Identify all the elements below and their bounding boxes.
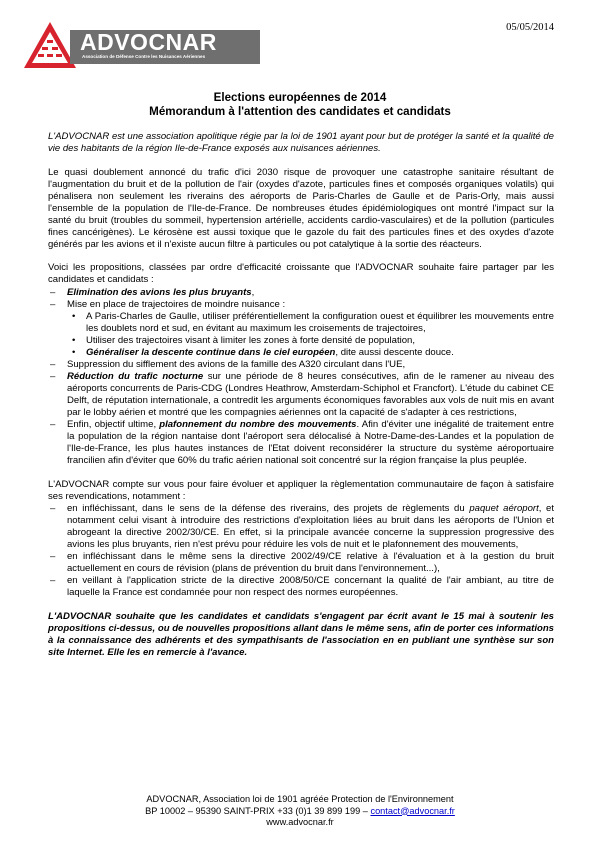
footer (0, 794, 600, 829)
advocnar-logo (22, 20, 262, 72)
sub-list-item: • Utiliser des trajectoires visant à limiter les zones à forte densité de population, (48, 335, 554, 347)
sub-list-item: • Généraliser la descente continue dans le ciel européen, dite aussi descente douce. (48, 347, 554, 359)
logo-name: ADVOCNAR (80, 29, 217, 55)
eu-list (48, 503, 554, 599)
footer-line-2: BP 10002 – 95390 SAINT-PRIX +33 (0)1 39 899 199 – contact@advocnar.fr (145, 805, 455, 816)
intro-paragraph: L'ADVOCNAR est une association apolitique régie par la loi de 1901 ayant pour but de protéger la santé et la qualité de vie des habitants de la région Ile-de-France exposés aux nuisances aériennes. (48, 131, 554, 155)
list-item: – Réduction du trafic nocturne sur une période de 8 heures consécutives, afin de le ramener au niveau des aéroports concurrents de Paris-CDG (Londres Heathrow, Amsterdam-Schiphol et Francfort). L'étude du cabinet CE Delft, de réputation internationale, a contredit les arguments économiques favorables aux vols de nuit mis en avant par le lobby aérien et montré que les compagnies aériennes ont la capacité de s'adapter à ces restrictions, (48, 371, 554, 419)
list-item: – en veillant à l'application stricte de la directive 2008/50/CE concernant la qualité de l'air ambiant, au titre de laquelle la France est condamnée pour non respect des normes européennes. (48, 575, 554, 599)
eu-intro: L'ADVOCNAR compte sur vous pour faire évoluer et appliquer la règlementation communautaire de façon à satisfaire ses revendications, notamment : (48, 478, 554, 502)
logo-subtitle: Association de Défense Contre les Nuisances Aériennes (82, 54, 206, 59)
context-paragraph: Le quasi doublement annoncé du trafic d'ici 2030 risque de provoquer une catastrophe sanitaire résultant de l'augmentation du bruit et de la pollution de l'air (oxydes d'azote, particules fines et composés organiques volatils) qui pénalisera non seulement les riverains des aéroports de Paris-Charles de Gaulle et de Paris-Orly, mais aussi l'ensemble de la population de l'Ile-de-France. De nombreuses études épidémiologiques ont montré l'impact sur la santé du bruit (troubles du sommeil, hypertension artérielle, accidents cardio-vasculaires) et de la pollution (particules fines cancérigènes). Le kérosène est aussi toxique que le gazole du fait des particules fines et des oxydes d'azote générés par les avions et il n'existe aucun filtre à particules ou pot catalytique à la sortie des réacteurs. (48, 166, 554, 250)
website-text: www.advocnar.fr (266, 817, 334, 827)
closing-paragraph: L'ADVOCNAR souhaite que les candidates et candidats s'engagent par écrit avant le 15 mai à soutenir les propositions ci-dessus, ou de nouvelles propositions allant dans le même sens, afin de porter ces informations à la connaissance des adhérents et des sympathisants de l'association en en publiant une synthèse sur son site Internet. Elle les en remercie à l'avance. (48, 610, 554, 658)
list-item: – Enfin, objectif ultime, plafonnement du nombre des mouvements. Afin d'éviter une inégalité de traitement entre la population de la région nantaise dont l'aéroport sera délocalisé à Notre-Dame-des-Landes et la population de l'Ile-de-France, les plus hautes instances de l'Etat doivent reconsidérer la structure du système aéroportuaire francilien afin d'éviter que 60% du trafic aérien national soit concentré sur la région française la plus peuplée. (48, 419, 554, 467)
sub-list (48, 311, 554, 359)
email-link[interactable]: contact@advocnar.fr (370, 805, 455, 816)
list-item: – Elimination des avions les plus bruyants, (48, 287, 554, 299)
document-body (48, 131, 554, 670)
list-item: – Suppression du sifflement des avions de la famille des A320 circulant dans l'UE, (48, 359, 554, 371)
title-line-2: Mémorandum à l'attention des candidates et candidats (149, 105, 451, 118)
document-date: 05/05/2014 (506, 22, 554, 33)
list-item: – en infléchissant dans le même sens la directive 2002/49/CE relative à l'évaluation et à la gestion du bruit actuellement en cours de révision (plans de prévention du bruit dans l'environnement...), (48, 551, 554, 575)
footer-line-1: ADVOCNAR, Association loi de 1901 agréée Protection de l'Environnement (146, 794, 454, 804)
proposals-list (48, 287, 554, 468)
sub-list-item: • A Paris-Charles de Gaulle, utiliser préférentiellement la configuration ouest et équilibrer les mouvements entre les doublets nord et sud, en évitant au maximum les croisements de trajectoires, (48, 311, 554, 335)
list-item: – Mise en place de trajectoires de moindre nuisance : • A Paris-Charles de Gaulle, utiliser préférentiellement la configuration ouest et équilibrer les mouvements entre les doublets nord et sud, en évitant au maximum les croisements de trajectoires, • Utiliser des trajectoires visant à limiter les zones à forte densité de population, • Généraliser la descente continue dans le ciel européen, dite aussi descente douce. (48, 299, 554, 359)
list-item: – en infléchissant, dans le sens de la défense des riverains, des projets de règlements du paquet aéroport, et notamment celui visant à introduire des restrictions d'exploitation liées au bruit dans les aéroports de l'Union et abrogeant la directive 2002/30/CE. En effet, si la principale avancée concerne la suppression progressive des avions les plus bruyants, rien n'est prévu pour réduire les vols de nuit et le plafonnement des mouvements, (48, 503, 554, 551)
proposals-intro: Voici les propositions, classées par ordre d'efficacité croissante que l'ADVOCNAR souhaite faire partager par les candidates et candidats : (48, 262, 554, 286)
title-line-1: Elections européennes de 2014 (213, 91, 387, 104)
